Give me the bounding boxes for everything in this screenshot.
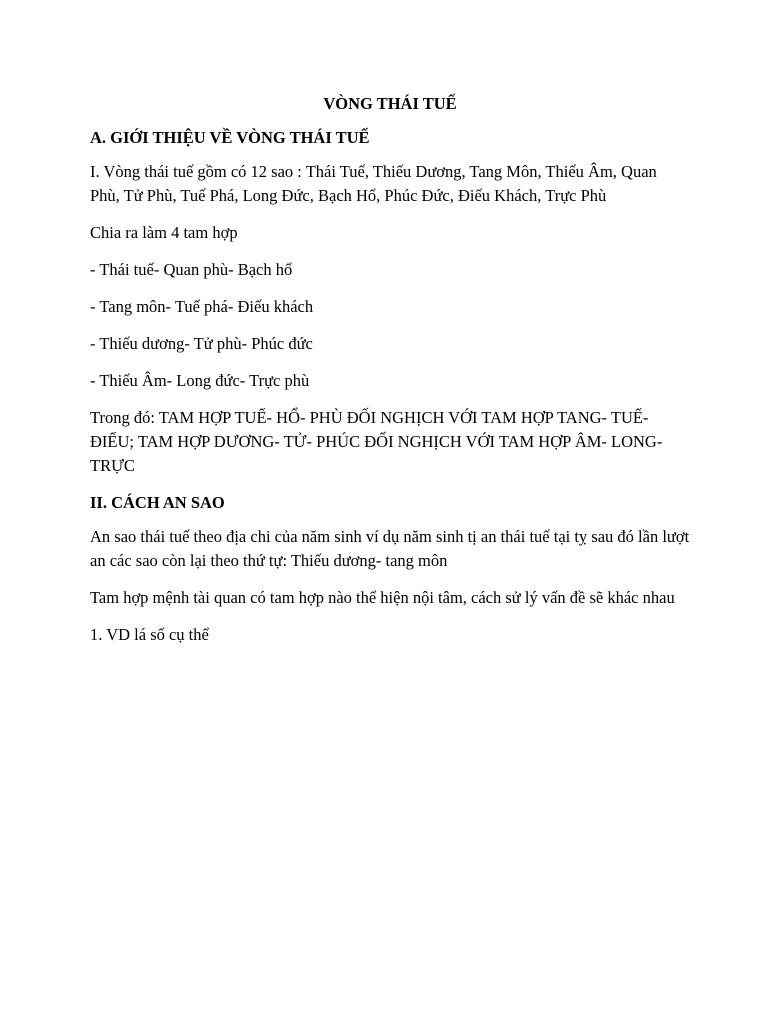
intro-paragraph: I. Vòng thái tuế gồm có 12 sao : Thái Tuế, Thiếu Dương, Tang Môn, Thiếu Âm, Quan Phù, Tử Phù, Tuế Phá, Long Đức, Bạch Hổ, Phúc Đức, Điếu Khách, Trực Phù [90, 162, 657, 205]
section-ii-heading: II. CÁCH AN SAO [90, 493, 225, 512]
group-item: - Thiếu Âm- Long đức- Trực phù [90, 371, 310, 390]
group-item: - Thái tuế- Quan phù- Bạch hổ [90, 260, 293, 279]
example-line: 1. VD lá số cụ thể [90, 625, 209, 644]
document-page [90, 92, 690, 660]
document-title: VÒNG THÁI TUẾ [323, 94, 457, 113]
group-item: - Thiếu dương- Tử phù- Phúc đức [90, 334, 313, 353]
section-a-heading: A. GIỚI THIỆU VỀ VÒNG THÁI TUẾ [90, 128, 370, 147]
section-ii-paragraph: An sao thái tuế theo địa chi của năm sinh ví dụ năm sinh tị an thái tuế tại tỵ sau đó lần lượt an các sao còn lại theo thứ tự: Thiếu dương- tang môn [90, 527, 690, 570]
note-paragraph: Trong đó: TAM HỢP TUẾ- HỔ- PHÙ ĐỐI NGHỊCH VỚI TAM HỢP TANG- TUẾ- ĐIẾU; TAM HỢP DƯƠNG- TỬ- PHÚC ĐỐI NGHỊCH VỚI TAM HỢP ÂM- LONG- TRỰC [90, 408, 663, 475]
groups-intro: Chia ra làm 4 tam hợp [90, 223, 238, 242]
section-ii-paragraph: Tam hợp mệnh tài quan có tam hợp nào thể hiện nội tâm, cách sử lý vấn đề sẽ khác nhau [90, 588, 675, 607]
group-item: - Tang môn- Tuế phá- Điếu khách [90, 297, 314, 316]
